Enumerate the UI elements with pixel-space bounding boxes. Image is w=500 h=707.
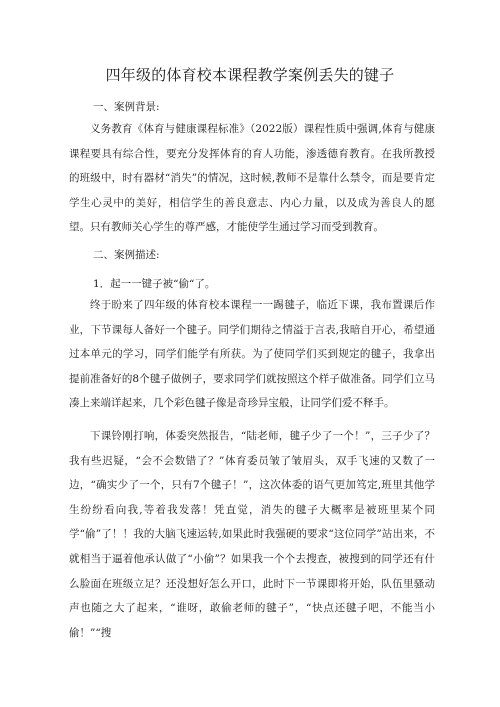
document-title: 四年级的体育校本课程教学案例丢失的键子	[105, 66, 395, 84]
subsection-heading-1: 1．起一一键子被“偷“了。	[93, 278, 216, 290]
description-paragraph-1: 终于盼来了四年级的体育校本课程一一踢毽子，临近下课，我布置课后作业，下节课每人备好一个毽子。同学们期待之情溢于言表,我暗自开心，希望通过本单元的学习，同学们能学有所获。为了使同学们买到规定的毽子，我拿出提前准备好的8个毽子做例子，要求同学们就按照这个样子做准备。同学们立马凑上来端详起来，几个彩色毽子像是奇珍异宝般，让同学们爱不释手。	[69, 299, 435, 410]
background-paragraph: 义务教育《体育与健康课程标准》（2022版）课程性质中强调,体育与健康课程要具有综合性，要充分发挥体育的育人功能，渗透德育教育。在我所教授的班级中，时有器材“消失”的情况，这时候,教师不是靠什么禁令，而是要肯定学生心灵中的美好，相信学生的善良意志、内心力量，以及成为善良人的愿望。只有教师关心学生的尊严感，才能使学生通过学习而受到教育。	[69, 123, 435, 234]
description-paragraph-2: 下课铃刚打响，体委突然报告，“陆老师，毽子少了一个！”，三子少了？我有些迟疑，“会不会数错了？”体育委员皱了皱眉头，双手飞速的又数了一边，“确实少了一个，只有7个毽子！”，这次体委的语气更加笃定,班里其他学生纷纷看向我,等着我发落！凭直觉，消失的毽子大概率是被班里某个同学“偷”了！！我的大脑飞速运转,如果此时我强硬的要求“这位同学”站出来，不就相当于逼着他承认做了“小偷”？如果我一个个去搜查，被搜到的同学还有什么脸面在班级立足？还没想好怎么开口，此时下一节课即将开始，队伍里骚动声也随之大了起来，“谁呀，敢偷老师的毽子”，“快点还毽子吧，不能当小偷！”“搜	[69, 430, 435, 639]
section-heading-description: 二、案例描述:	[93, 249, 160, 261]
section-heading-background: 一、案例背景:	[93, 101, 160, 113]
